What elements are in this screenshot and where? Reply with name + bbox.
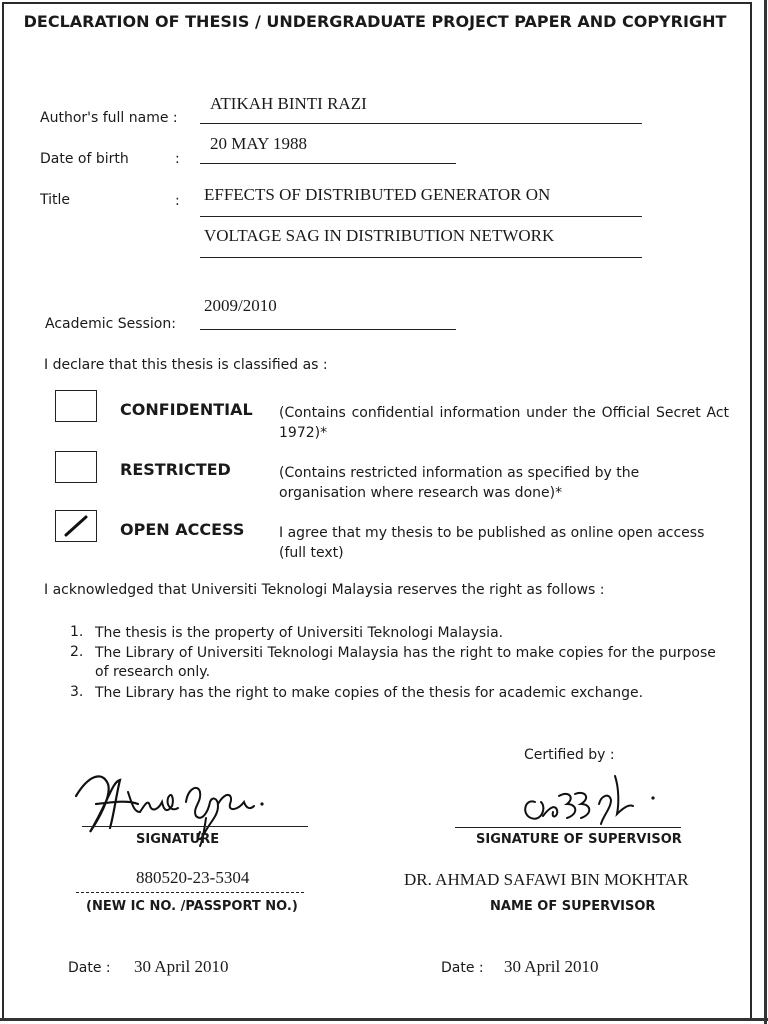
author-value: ATIKAH BINTI RAZI <box>210 94 367 113</box>
declare-text: I declare that this thesis is classified as : <box>44 357 328 373</box>
rights-number-3: 3. <box>70 684 84 700</box>
open-access-description: I agree that my thesis to be published as online open access (full text) <box>279 525 705 561</box>
supervisor-date-value: 30 April 2010 <box>504 957 599 976</box>
title-label: Title <box>40 192 71 208</box>
author-label: Author's full name : <box>40 110 178 126</box>
supervisor-name-caption: NAME OF SUPERVISOR <box>490 899 656 914</box>
confidential-checkbox[interactable] <box>55 390 97 422</box>
dob-underline <box>200 163 456 164</box>
ic-number-caption: (NEW IC NO. /PASSPORT NO.) <box>86 899 298 914</box>
rights-item-1: The thesis is the property of Universiti Teknologi Malaysia. <box>95 625 504 641</box>
title-colon: : <box>175 193 180 209</box>
acknowledge-text: I acknowledged that Universiti Teknologi Malaysia reserves the right as follows : <box>44 582 605 598</box>
ic-number-line <box>76 892 304 893</box>
author-signature-line <box>82 826 308 827</box>
session-value: 2009/2010 <box>204 296 277 315</box>
title-line-1: EFFECTS OF DISTRIBUTED GENERATOR ON <box>204 185 551 204</box>
dob-colon: : <box>175 151 180 167</box>
page-edge-bottom <box>0 1018 768 1021</box>
confidential-label: CONFIDENTIAL <box>120 400 253 419</box>
restricted-label: RESTRICTED <box>120 460 231 479</box>
check-mark-icon <box>56 511 96 541</box>
rights-number-2: 2. <box>70 644 84 660</box>
restricted-checkbox[interactable] <box>55 451 97 483</box>
restricted-description: (Contains restricted information as specified by the organisation where research was done)* <box>279 465 640 501</box>
ic-number-value: 880520-23-5304 <box>136 868 250 887</box>
dob-value: 20 MAY 1988 <box>210 134 307 153</box>
session-label: Academic Session: <box>45 316 176 332</box>
author-date-value: 30 April 2010 <box>134 957 229 976</box>
rights-number-1: 1. <box>70 624 84 640</box>
page-edge-right <box>764 0 767 1024</box>
rights-item-3: The Library has the right to make copies of the thesis for academic exchange. <box>95 685 644 701</box>
session-underline <box>200 329 456 330</box>
author-signature-caption: SIGNATURE <box>136 832 220 847</box>
open-access-checkbox[interactable] <box>55 510 97 542</box>
supervisor-date-label: Date : <box>441 960 484 976</box>
supervisor-signature-line <box>455 827 681 828</box>
dob-label: Date of birth <box>40 151 129 167</box>
title-underline-2 <box>200 257 642 258</box>
confidential-description: (Contains confidential information under the Official Secret Act 1972)* <box>279 405 729 441</box>
title-underline-1 <box>200 216 642 217</box>
title-line-2: VOLTAGE SAG IN DISTRIBUTION NETWORK <box>204 226 555 245</box>
supervisor-name-value: DR. AHMAD SAFAWI BIN MOKHTAR <box>404 870 689 889</box>
supervisor-signature-caption: SIGNATURE OF SUPERVISOR <box>476 832 682 847</box>
author-underline <box>200 123 642 124</box>
rights-item-2: The Library of Universiti Teknologi Malaysia has the right to make copies for the purpose of research only. <box>95 645 716 680</box>
certified-by-label: Certified by : <box>524 747 615 763</box>
document-heading: DECLARATION OF THESIS / UNDERGRADUATE PROJECT PAPER AND COPYRIGHT <box>23 12 727 31</box>
open-access-label: OPEN ACCESS <box>120 520 245 539</box>
author-date-label: Date : <box>68 960 111 976</box>
